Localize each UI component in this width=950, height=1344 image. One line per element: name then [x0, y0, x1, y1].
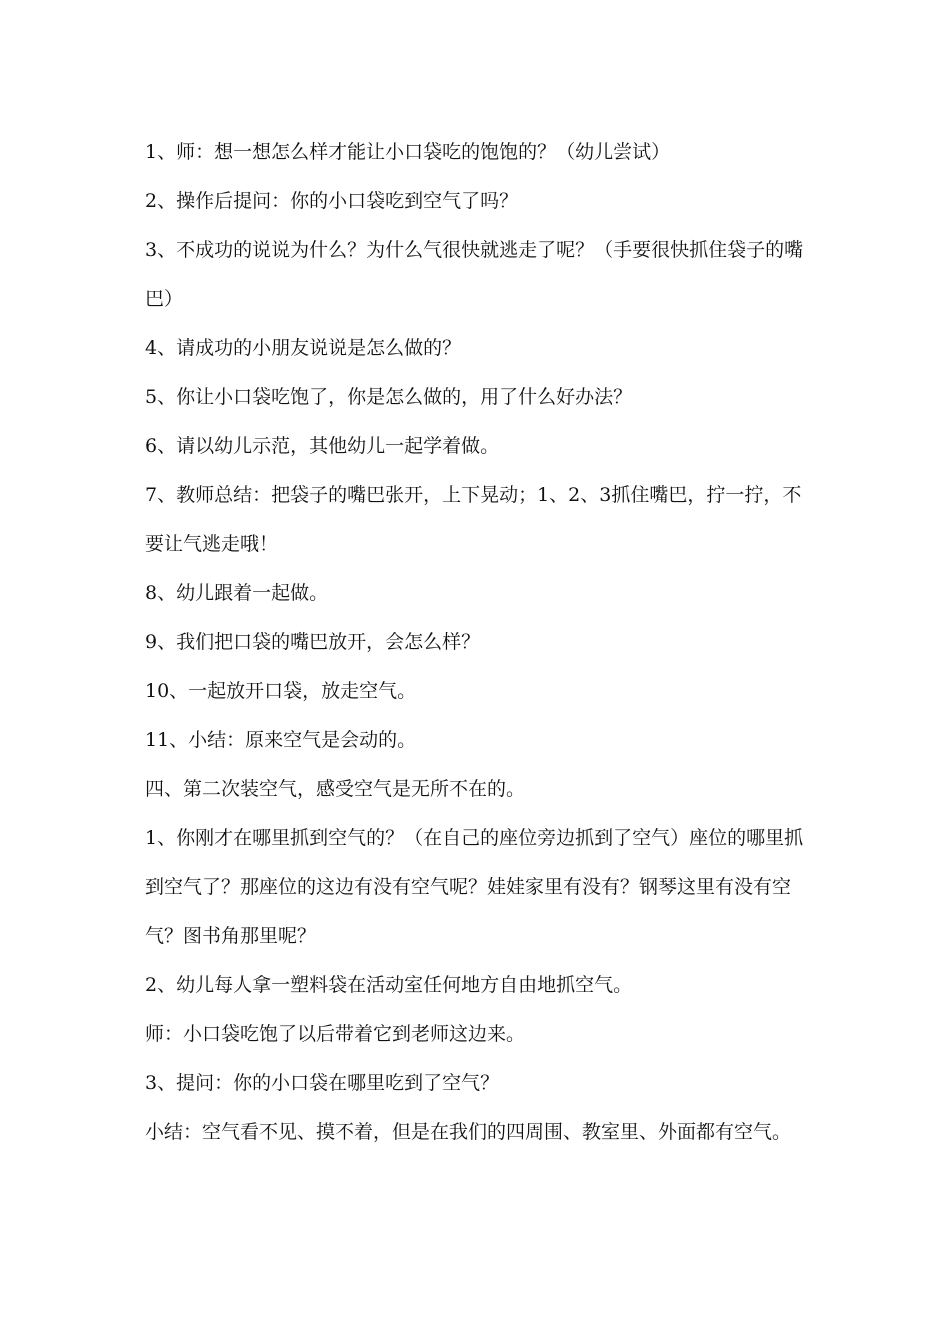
- paragraph-5: 5、你让小口袋吃饱了，你是怎么做的，用了什么好办法？: [145, 386, 633, 408]
- paragraph-15: 3、提问：你的小口袋在哪里吃到了空气？: [145, 1072, 500, 1094]
- paragraph-3: 3、不成功的说说为什么？为什么气很快就逃走了呢？（手要很快抓住袋子的嘴巴）: [145, 239, 804, 310]
- paragraph-8: 8、幼儿跟着一起做。: [145, 582, 329, 604]
- paragraph-7: 7、教师总结：把袋子的嘴巴张开，上下晃动；1、2、3抓住嘴巴，拧一拧，不要让气逃走哦！: [145, 484, 802, 555]
- paragraph-1: 1、师：想一想怎么样才能让小口袋吃的饱饱的？（幼儿尝试）: [145, 141, 671, 163]
- paragraph-12: 1、你刚才在哪里抓到空气的？（在自己的座位旁边抓到了空气）座位的哪里抓到空气了？那座位的这边有没有空气呢？娃娃家里有没有？钢琴这里有没有空气？图书角那里呢？: [145, 827, 804, 947]
- paragraph-10: 10、一起放开口袋，放走空气。: [145, 680, 417, 702]
- paragraph-11: 11、小结：原来空气是会动的。: [145, 729, 417, 751]
- paragraph-16: 小结：空气看不见、摸不着，但是在我们的四周围、教室里、外面都有空气。: [145, 1121, 792, 1143]
- paragraph-13: 2、幼儿每人拿一塑料袋在活动室任何地方自由地抓空气。: [145, 974, 633, 996]
- paragraph-14: 师：小口袋吃饱了以后带着它到老师这边来。: [145, 1023, 526, 1045]
- paragraph-2: 2、操作后提问：你的小口袋吃到空气了吗？: [145, 190, 519, 212]
- paragraph-4: 4、请成功的小朋友说说是怎么做的？: [145, 337, 462, 359]
- document-body: [145, 128, 809, 1157]
- section-heading-4: 四、第二次装空气，感受空气是无所不在的。: [145, 778, 526, 800]
- paragraph-9: 9、我们把口袋的嘴巴放开，会怎么样？: [145, 631, 481, 653]
- paragraph-6: 6、请以幼儿示范，其他幼儿一起学着做。: [145, 435, 500, 457]
